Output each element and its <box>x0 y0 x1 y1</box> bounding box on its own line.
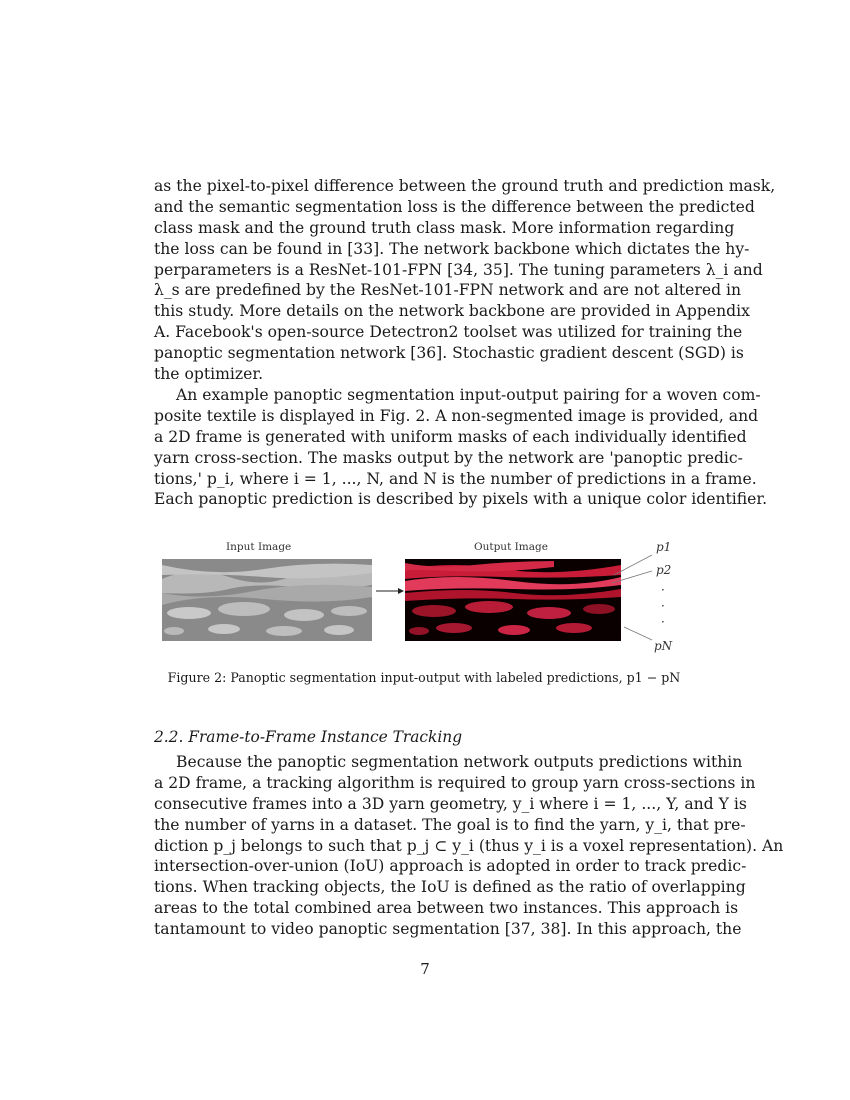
figure-2 <box>154 535 694 660</box>
text-line: class mask and the ground truth class mask. More information regarding <box>154 218 735 237</box>
text-line: tantamount to video panoptic segmentation [37, 38]. In this approach, the <box>154 920 742 939</box>
text-line: Because the panoptic segmentation network outputs predictions within <box>176 753 743 771</box>
text-line: a 2D frame is generated with uniform masks of each individually identified <box>154 427 747 446</box>
text-line: yarn cross-section. The masks output by the network are 'panoptic predic- <box>154 448 743 467</box>
text-line: tions,' p_i, where i = 1, ..., N, and N is the number of predictions in a frame. <box>154 469 757 488</box>
text-line: as the pixel-to-pixel difference between the ground truth and prediction mask, <box>154 177 776 195</box>
text-line: A. Facebook's open-source Detectron2 toolset was utilized for training the <box>154 323 743 342</box>
paragraph-tracking <box>154 752 784 940</box>
prediction-label-pN: pN <box>654 639 673 653</box>
arrow-icon <box>376 588 404 594</box>
text-line: diction p_j belongs to such that p_j ⊂ y_i (thus y_i is a voxel representation). An <box>154 836 784 855</box>
text-line: intersection-over-union (IoU) approach is adopted in order to track predic- <box>154 857 747 876</box>
input-image-label: Input Image <box>226 541 292 553</box>
output-image <box>405 559 621 641</box>
ellipsis-dot: · <box>661 599 665 613</box>
figure-caption: Figure 2: Panoptic segmentation input-output with labeled predictions, p1 − pN <box>167 670 681 685</box>
ellipsis-dot: · <box>661 583 665 597</box>
output-image-label: Output Image <box>474 541 548 553</box>
text-line: the number of yarns in a dataset. The goal is to find the yarn, y_i, that pre- <box>154 815 746 834</box>
paragraph-example-pairing <box>154 385 768 510</box>
text-line: the loss can be found in [33]. The network backbone which dictates the hy- <box>154 239 750 258</box>
ellipsis-dot: · <box>661 615 665 629</box>
text-line: perparameters is a ResNet-101-FPN [34, 35]. The tuning parameters λ_i and <box>154 260 763 279</box>
text-line: An example panoptic segmentation input-output pairing for a woven com- <box>176 386 761 404</box>
paragraph-loss-description <box>154 176 776 385</box>
text-line: Each panoptic prediction is described by pixels with a unique color identifier. <box>154 490 768 509</box>
text-line: panoptic segmentation network [36]. Stochastic gradient descent (SGD) is <box>154 344 744 363</box>
text-line: this study. More details on the network backbone are provided in Appendix <box>154 302 750 321</box>
text-line: the optimizer. <box>154 365 264 384</box>
text-line: consecutive frames into a 3D yarn geometry, y_i where i = 1, ..., Y, and Y is <box>154 794 747 813</box>
text-line: and the semantic segmentation loss is the difference between the predicted <box>154 197 755 216</box>
prediction-label-p1: p1 <box>656 540 672 554</box>
text-line: areas to the total combined area between two instances. This approach is <box>154 899 739 918</box>
figure-graphic <box>154 535 694 660</box>
text-line: a 2D frame, a tracking algorithm is required to group yarn cross-sections in <box>154 773 756 792</box>
section-heading: 2.2. Frame-to-Frame Instance Tracking <box>154 728 463 746</box>
text-line: posite textile is displayed in Fig. 2. A non-segmented image is provided, and <box>154 406 759 425</box>
text-line: λ_s are predefined by the ResNet-101-FPN network and are not altered in <box>154 281 742 300</box>
prediction-label-p2: p2 <box>656 563 672 577</box>
input-image <box>162 559 372 641</box>
page-number: 7 <box>420 960 430 978</box>
text-line: tions. When tracking objects, the IoU is defined as the ratio of overlapping <box>154 878 746 897</box>
